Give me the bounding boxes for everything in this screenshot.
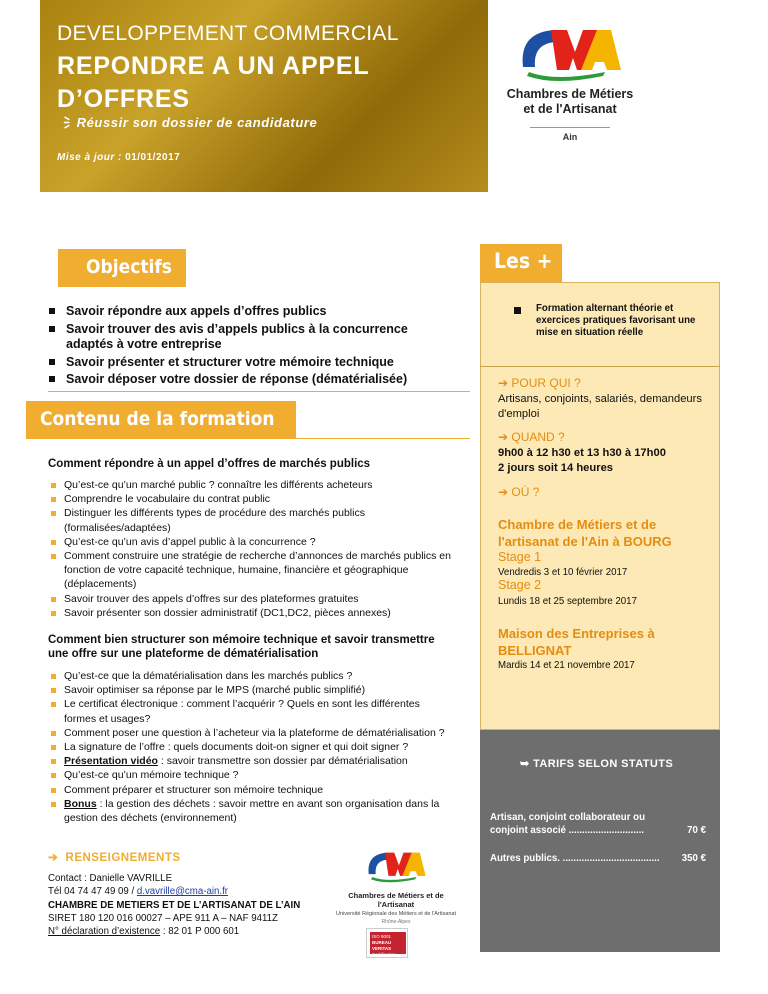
arrow-right-icon: ➔: [498, 376, 512, 390]
objectifs-list: [48, 304, 448, 390]
contact-block: [48, 872, 338, 938]
section1-title: Comment répondre à un appel d’offres de marchés publics: [48, 458, 371, 470]
list-item: Savoir trouver des avis d’appels publics à la concurrence adaptés à votre entreprise: [48, 322, 448, 353]
cert-line1: ISO 9001: [372, 934, 392, 939]
tarifs-title: TARIFS SELON STATUTS: [533, 758, 674, 770]
phone-text: Tél 04 74 47 49 09 /: [48, 886, 137, 898]
stage1-dates: Vendredis 3 et 10 février 2017: [498, 567, 628, 578]
list-item: Savoir répondre aux appels d’offres publics: [48, 304, 448, 320]
contact-phone: [48, 885, 338, 898]
quand-heading: [498, 430, 565, 444]
quand-hours: 9h00 à 12 h30 et 13 h30 à 17h00: [498, 447, 666, 459]
location-bellignat: Maison des Entreprises à BELLIGNAT: [498, 626, 655, 658]
subtitle-text: Réussir son dossier de candidature: [76, 115, 318, 130]
section1-list: [50, 478, 454, 620]
list-item: Savoir déposer votre dossier de réponse (dématérialisée): [48, 372, 448, 388]
pour-qui-heading: [498, 376, 581, 390]
logo-org-line2: et de l'Artisanat: [523, 102, 617, 116]
renseignements-title: RENSEIGNEMENTS: [65, 852, 181, 864]
update-value: 01/01/2017: [125, 152, 181, 163]
pour-qui-text: Artisans, conjoints, salariés, demandeurs d'emploi: [498, 393, 702, 420]
tarif-row-artisan: [490, 811, 712, 837]
quand-duration: 2 jours soit 14 heures: [498, 462, 614, 474]
contact-declaration: [48, 925, 338, 938]
video-text: : savoir transmettre son dossier par dématérialisation: [157, 755, 408, 768]
video-label: Présentation vidéo: [64, 755, 158, 768]
tarif-price: 350 €: [681, 853, 706, 864]
declaration-value: : 82 01 P 000 601: [160, 926, 240, 938]
list-item: Comment construire une stratégie de recherche d’annonces de marchés publics en fonction de votre capacité technique, humaine, financière et géographique (déplacements): [50, 549, 454, 592]
ou-heading: [498, 485, 539, 499]
urma-logo: [332, 848, 460, 925]
tarifs-heading: [520, 757, 673, 770]
les-plus-item: [514, 303, 714, 339]
tarif-label: Artisan, conjoint collaborateur ou conjoint associé ............................: [490, 812, 646, 836]
stage2-label: Stage 2: [498, 578, 542, 592]
contact-org: CHAMBRE DE METIERS ET DE L’ARTISANAT DE L’AIN: [48, 899, 301, 911]
contact-name: Contact : Danielle VAVRILLE: [48, 873, 173, 884]
cert-line3: Certification: [372, 952, 396, 957]
tarif-row-autres: [490, 852, 712, 865]
update-date: [57, 152, 180, 163]
list-item: Qu’est-ce qu’un avis d’appel public à la concurrence ?: [50, 535, 454, 549]
les-plus-text: Formation alternant théorie et exercices pratiques favorisant une mise en situation réelle: [536, 303, 696, 338]
logo-location: Ain: [530, 127, 610, 142]
list-item: Comment préparer et structurer son mémoire technique: [50, 783, 454, 797]
bureau-veritas-badge: [366, 928, 408, 958]
divider: [48, 391, 470, 392]
list-item: Savoir optimiser sa réponse par le MPS (marché public simplifié): [50, 683, 454, 697]
arrow-right-icon: ➔: [498, 485, 512, 499]
logo-org-line1: Chambres de Métiers: [506, 87, 634, 101]
list-item: Qu’est-ce qu’un marché public ? connaître les différents acheteurs: [50, 478, 454, 492]
declaration-label: N° déclaration d’existence: [48, 926, 161, 938]
list-item: Qu’est-ce que la dématérialisation dans les marchés publics ?: [50, 669, 454, 683]
header-line1: DEVELOPPEMENT COMMERCIAL: [57, 22, 399, 45]
arrow-icon: 🗦: [57, 115, 71, 130]
bellignat-dates: Mardis 14 et 21 novembre 2017: [498, 660, 635, 671]
renseignements-heading: [48, 850, 181, 864]
cma-logo-small-icon: [364, 848, 428, 884]
les-plus-heading: Les +: [480, 244, 562, 282]
arrow-right-icon: ➔: [48, 852, 59, 864]
header-banner: [40, 0, 488, 192]
page-title: REPONDRE A UN APPEL D’OFFRES: [57, 52, 370, 113]
subtitle: [57, 114, 317, 136]
square-bullet-icon: [514, 307, 521, 314]
stage1-label: Stage 1: [498, 550, 542, 564]
list-item: Savoir présenter son dossier administratif (DC1,DC2, pièces annexes): [50, 606, 454, 620]
arrow-curve-icon: ➥: [520, 758, 534, 770]
contact-siret: SIRET 180 120 016 00027 – APE 911 A – NAF 9411Z: [48, 912, 278, 924]
objectifs-heading: Objectifs: [58, 249, 186, 287]
urma-org: Chambres de Métiers et de l'Artisanat: [348, 891, 444, 909]
list-item: La signature de l’offre : quels documents doit-on signer et qui doit signer ?: [50, 740, 454, 754]
ou-title: OÙ ?: [511, 485, 540, 499]
list-item: [50, 754, 454, 768]
bonus-text: : la gestion des déchets : savoir mettre en avant son organisation dans la gestion des déchets (environnement): [64, 797, 440, 825]
list-item: Savoir présenter et structurer votre mémoire technique: [48, 355, 448, 371]
divider: [480, 366, 720, 367]
cma-logo: [500, 22, 640, 192]
tarif-price: 70 €: [687, 825, 706, 836]
pour-qui-title: POUR QUI ?: [511, 376, 581, 390]
urma-region: Rhône-Alpes: [381, 919, 411, 925]
stage2-dates: Lundis 18 et 25 septembre 2017: [498, 596, 637, 607]
update-label: Mise à jour :: [57, 152, 122, 163]
list-item: Comment poser une question à l’acheteur via la plateforme de dématérialisation ?: [50, 726, 454, 740]
cma-logo-icon: [515, 22, 625, 84]
tarif-label: Autres publics. ....................................: [490, 853, 660, 864]
list-item: Le certificat électronique : comment l’acquérir ? Quels en sont les différentes formes et usages?: [50, 697, 454, 725]
divider: [296, 438, 470, 439]
location-bourg: Chambre de Métiers et de l'artisanat de l'Ain à BOURG: [498, 517, 672, 549]
bonus-label: Bonus: [64, 797, 97, 810]
email-link[interactable]: d.vavrille@cma-ain.fr: [136, 886, 228, 898]
urma-sub: Université Régionale des Métiers et de l'Artisanat: [336, 911, 456, 917]
quand-title: QUAND ?: [511, 430, 565, 444]
contenu-heading: Contenu de la formation: [26, 401, 296, 439]
list-item: Comprendre le vocabulaire du contrat public: [50, 492, 454, 506]
list-item: Qu’est-ce qu’un mémoire technique ?: [50, 768, 454, 782]
list-item: Distinguer les différents types de procédure des marchés publics (formalisées/adaptées): [50, 506, 454, 534]
section2-list: [50, 669, 454, 825]
section2-title: Comment bien structurer son mémoire technique et savoir transmettre une offre sur une plateforme de dématérialisation: [48, 634, 435, 660]
list-item: [50, 797, 454, 825]
list-item: Savoir trouver des appels d’offres sur des plateformes gratuites: [50, 592, 454, 606]
arrow-right-icon: ➔: [498, 430, 512, 444]
cert-line2: BUREAU VERITAS: [372, 940, 392, 951]
